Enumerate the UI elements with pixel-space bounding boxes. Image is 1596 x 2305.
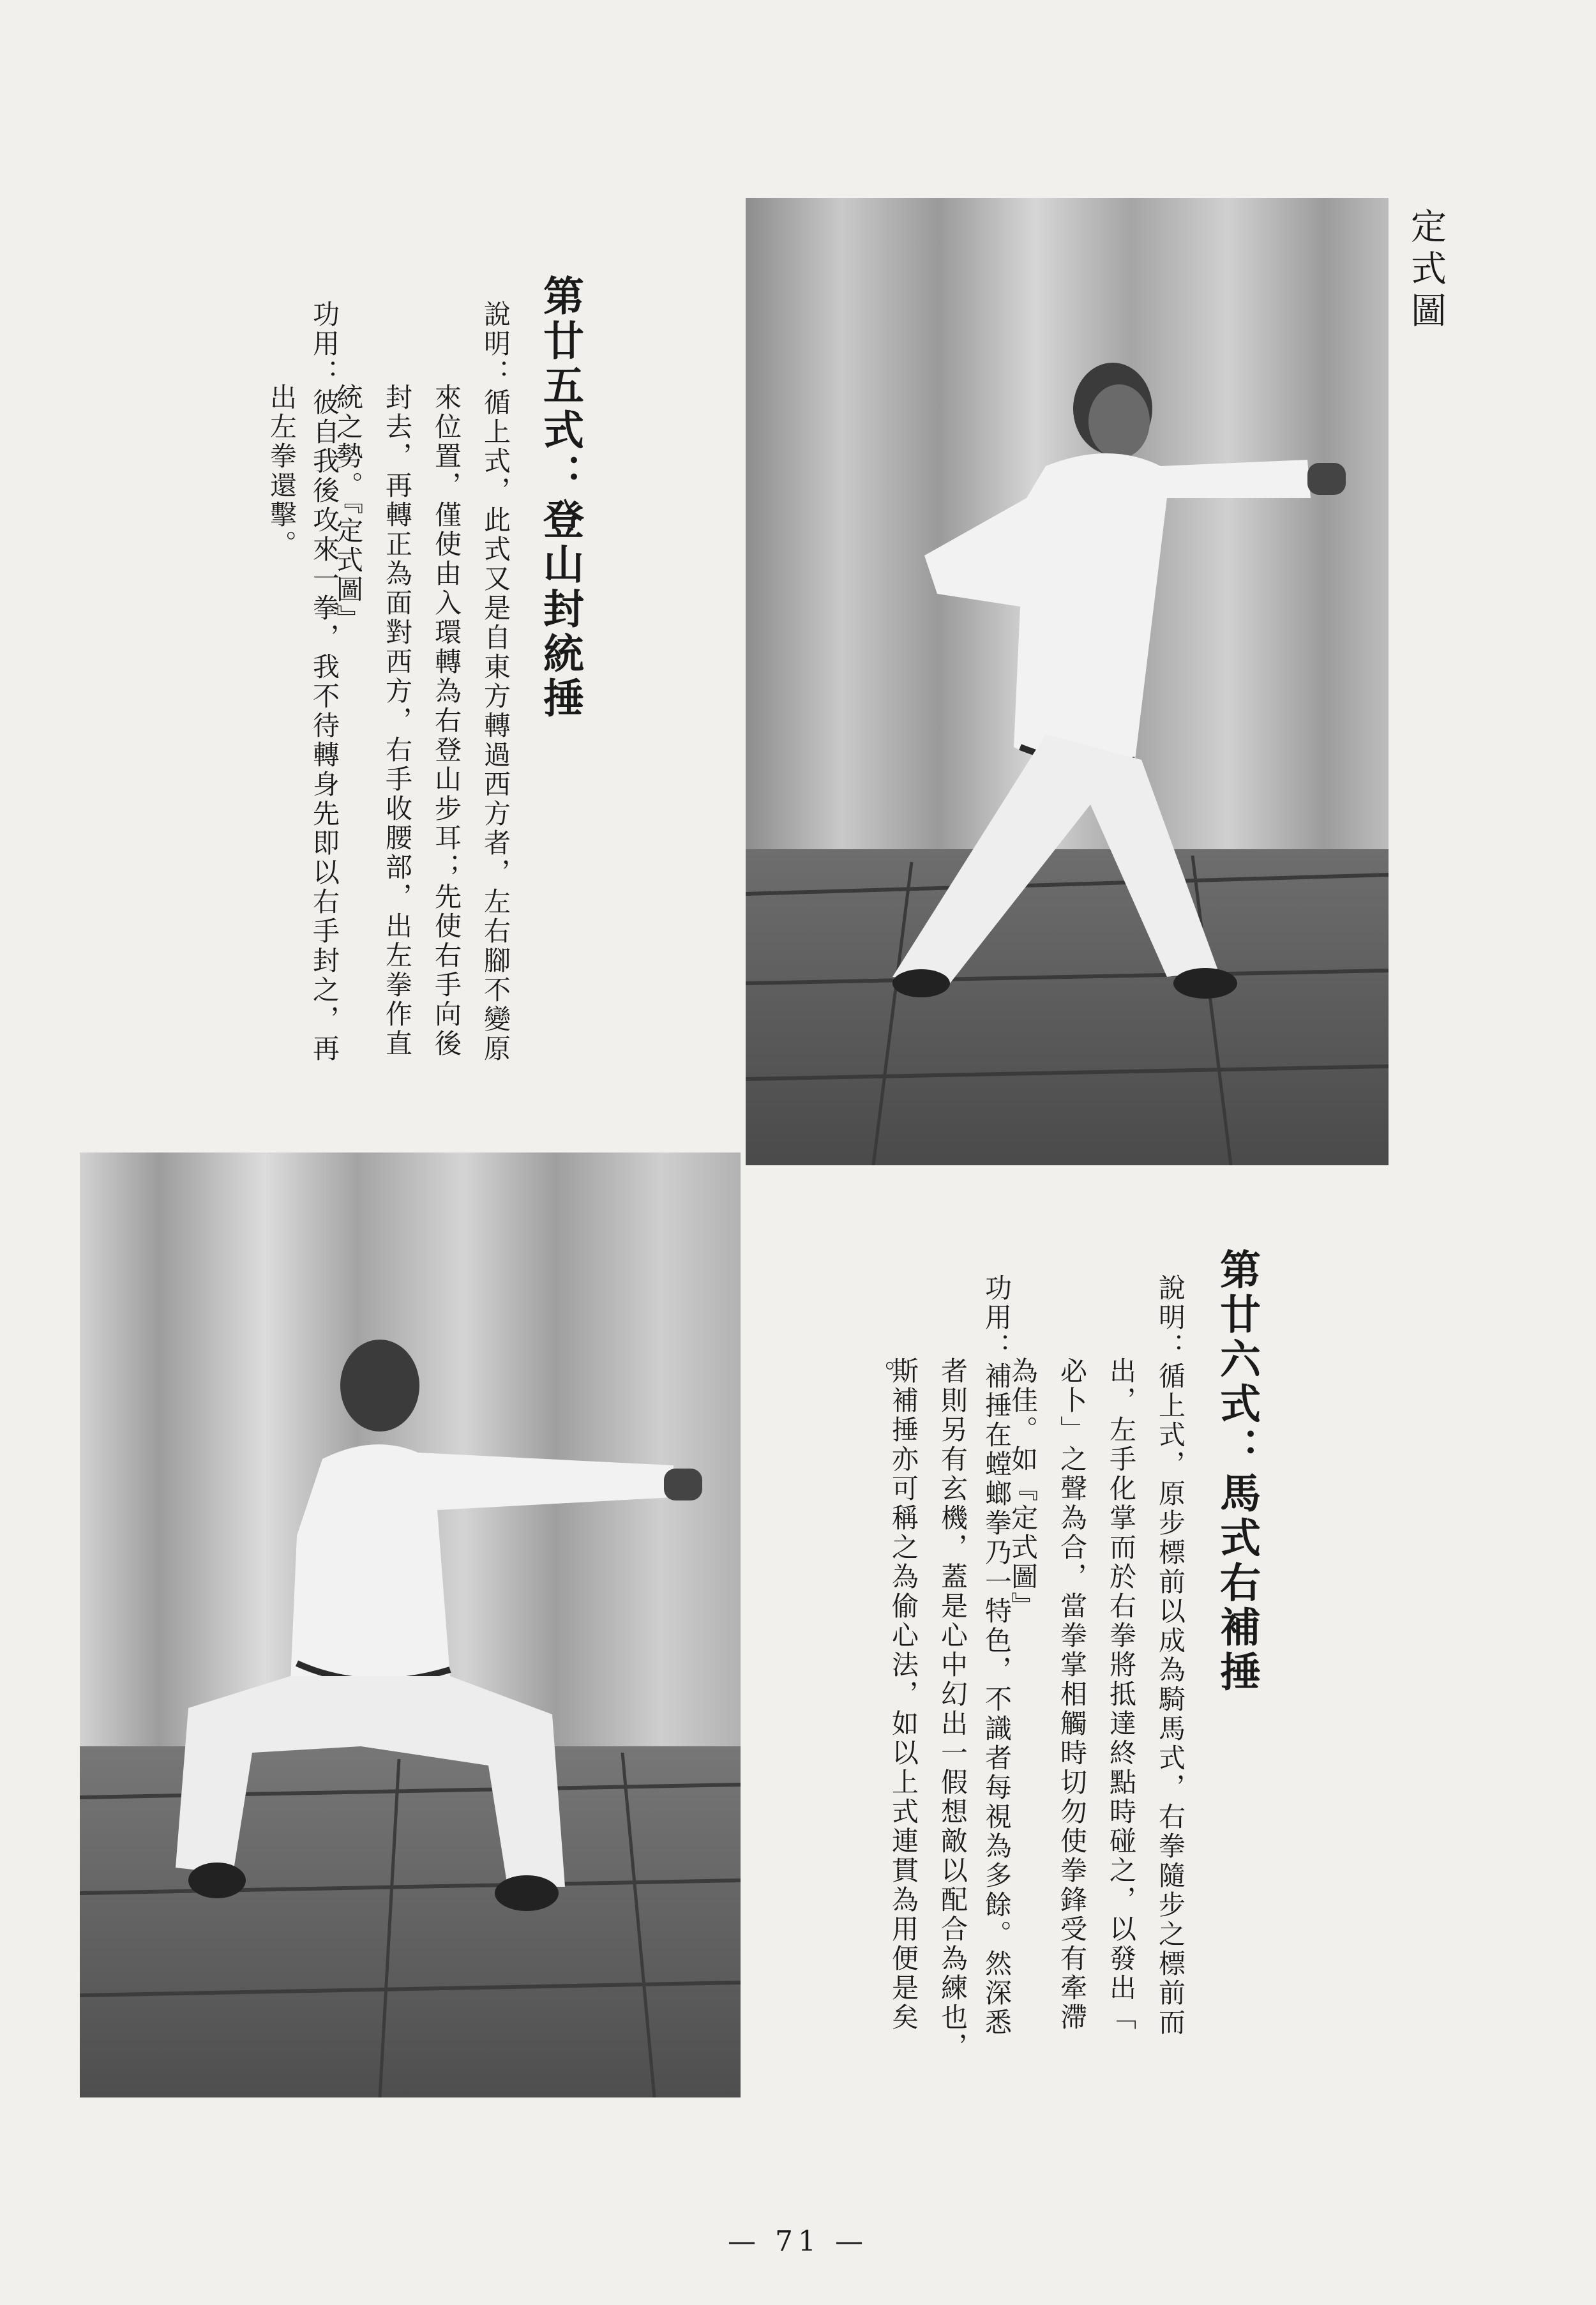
section-25-line-2: 來位置，僅使由入環轉為右登山步耳；先使右手向後: [431, 383, 462, 1059]
section-25-line-6: 出左拳還擊。: [266, 383, 297, 559]
section-26-heading: 第廿六式：馬式右補捶: [1213, 1248, 1261, 1695]
section-25-line-5: 功用：彼自我後攻來一拳，我不待轉身先即以右手封之，再: [309, 300, 340, 1064]
section-26-line-3: 必卜」之聲為合，當拳掌相觸時切勿使拳鋒受有牽滯: [1057, 1357, 1088, 2032]
section-26-line-5: 功用：補捶在螳螂拳乃一特色，不識者每視為多餘。然深悉: [981, 1274, 1013, 2037]
photo-dengshan-fengtong-chui: [746, 198, 1389, 1165]
section-25-line-4: 統之勢。『定式圖』: [333, 383, 364, 634]
photo-caption: 定式圖: [1405, 208, 1447, 334]
section-26-line-7: 斯補捶亦可稱之為偷心法，如以上式連貫為用便是矣: [888, 1357, 919, 2032]
section-26-line-6: 者則另有玄機，蓋是心中幻出一假想敵以配合為練也，: [937, 1357, 968, 2062]
section-25-line-3: 封去，再轉正為面對西方，右手收腰部，出左拳作直: [382, 383, 413, 1059]
section-25-heading: 第廿五式：登山封統捶: [536, 275, 584, 722]
section-26-line-2: 出，左手化掌而於右拳將抵達終點時碰之，以發出「: [1106, 1357, 1137, 2032]
section-26-line-8: 。: [865, 1360, 896, 1389]
section-26-line-1: 說明：循上式，原步標前以成為騎馬式，右拳隨步之標前而: [1155, 1274, 1186, 2037]
section-26-line-4: 為佳。如『定式圖』: [1007, 1357, 1039, 1621]
photo-mashi-you-bu-chui: [80, 1152, 741, 2097]
section-25-line-1: 說明：循上式，此式又是自東方轉過西方者，左右腳不變原: [480, 300, 511, 1064]
page-number: — 71 —: [728, 2225, 868, 2258]
